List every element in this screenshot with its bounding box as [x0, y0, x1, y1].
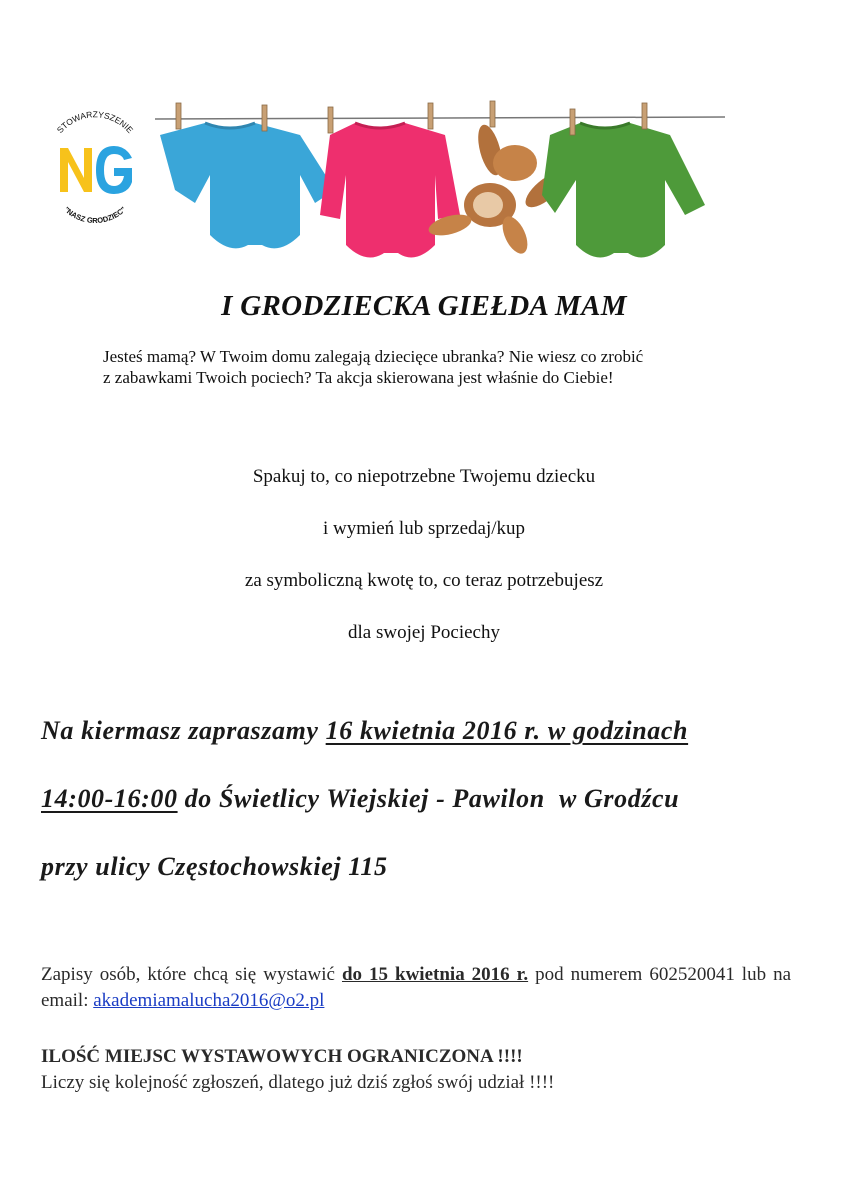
invite-date: 16 kwietnia 2016 r. w godzinach	[325, 716, 689, 745]
center-line-2: i wymień lub sprzedaj/kup	[322, 518, 526, 539]
center-line-1: Spakuj to, co niepotrzebne Twojemu dziecku	[252, 466, 596, 487]
invite-line-1	[41, 716, 801, 746]
blue-bodysuit-icon	[160, 123, 335, 248]
center-line-3: za symboliczną kwotę to, co teraz potrzebujesz	[244, 570, 604, 591]
logo-top-text: STOWARZYSZENIE	[54, 109, 136, 136]
invite-line-2	[41, 784, 801, 814]
green-bodysuit-icon	[542, 123, 705, 258]
email-link[interactable]: akademiamalucha2016@o2.pl	[93, 990, 325, 1011]
clothesline-illustration	[150, 95, 730, 275]
registration-text	[41, 962, 791, 1014]
registration-intro: Zapisy osób, które chcą się wystawić	[41, 964, 342, 985]
invite-time: 14:00-16:00	[41, 784, 178, 813]
center-line-4: dla swojej Pociechy	[348, 622, 500, 643]
logo-bottom-text: "NASZ GRODZIEC"	[62, 204, 128, 226]
notice-text: Liczy się kolejność zgłoszeń, dlatego już dziś zgłoś swój udział !!!!	[41, 1072, 555, 1093]
clothesline	[155, 117, 725, 119]
invite-intro: Na kiermasz zapraszamy	[41, 716, 326, 745]
intro-line-1: Jesteś mamą? W Twoim domu zalegają dziecięce ubranka? Nie wiesz co zrobić	[103, 347, 644, 366]
invite-address: przy ulicy Częstochowskiej 115	[41, 852, 388, 881]
notice-block	[41, 1044, 801, 1096]
registration-deadline: do 15 kwietnia 2016 r.	[341, 964, 529, 985]
logo-letter-g	[96, 146, 132, 194]
stowarzyszenie-logo	[40, 100, 150, 250]
notice-heading: ILOŚĆ MIEJSC WYSTAWOWYCH OGRANICZONA !!!!	[41, 1046, 523, 1067]
intro-line-2: z zabawkami Twoich pociech? Ta akcja skierowana jest właśnie do Ciebie!	[103, 368, 614, 387]
registration-contact: pod numerem 602520041 lub na email:	[41, 964, 791, 1011]
logo-letter-n	[60, 148, 92, 192]
invite-place: do Świetlicy Wiejskiej - Pawilon w Grodźcu	[177, 784, 680, 813]
intro-text	[103, 346, 783, 388]
page-title: I GRODZIECKA GIEŁDA MAM	[221, 290, 627, 322]
pink-bodysuit-icon	[320, 123, 460, 258]
